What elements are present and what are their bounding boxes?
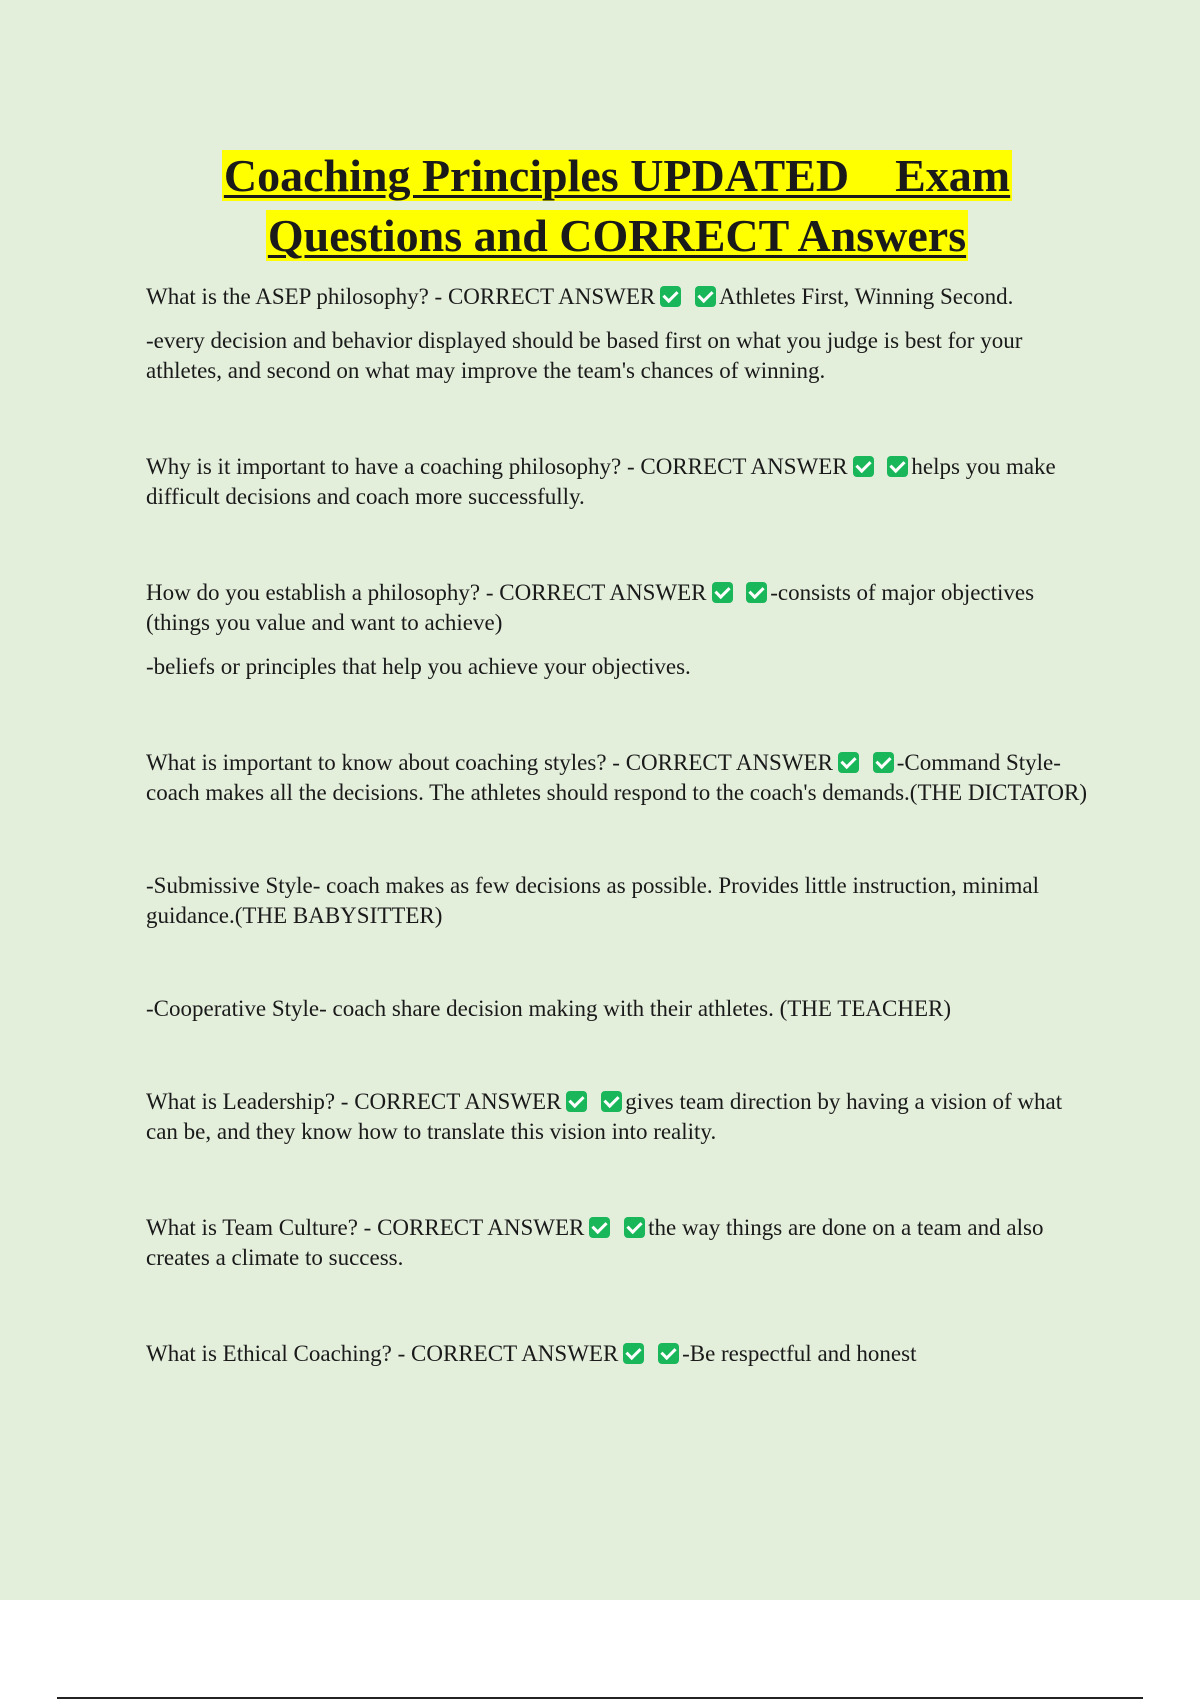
question-text: What is Ethical Coaching? - CORRECT ANSWER (146, 1341, 619, 1366)
answer-extra: -Cooperative Style- coach share decision making with their athletes. (THE TEACHER) (146, 996, 951, 1021)
qa-item (146, 748, 1094, 1024)
question-text: What is Team Culture? - CORRECT ANSWER (146, 1215, 585, 1240)
check-mark-icon (660, 286, 681, 307)
title-line-1: Coaching Principles UPDATED Exam (223, 150, 1011, 201)
check-mark-icon (853, 456, 874, 477)
qa-item (146, 1339, 1094, 1369)
check-mark-icon (712, 582, 733, 603)
check-mark-icon (658, 1343, 679, 1364)
qa-item (146, 578, 1094, 682)
qa-list (146, 282, 1094, 1369)
check-mark-icon (887, 456, 908, 477)
answer-text: -Command Style- coach makes all the decisions. The athletes should respond to the coach's demands.(THE DICTATOR) (146, 750, 1088, 805)
check-mark-icon (566, 1091, 587, 1112)
footer-divider (57, 1697, 1143, 1699)
answer-text: Athletes First, Winning Second. (718, 284, 1014, 309)
check-mark-icon (695, 286, 716, 307)
qa-item (146, 452, 1094, 512)
check-mark-icon (624, 1217, 645, 1238)
title-line-2: Questions and CORRECT Answers (267, 210, 967, 261)
answer-text: -Be respectful and honest (682, 1341, 917, 1366)
check-mark-icon (601, 1091, 622, 1112)
check-mark-icon (746, 582, 767, 603)
question-text: Why is it important to have a coaching philosophy? - CORRECT ANSWER (146, 454, 848, 479)
answer-text: helps you make difficult decisions and coach more successfully. (146, 454, 1056, 509)
question-text: What is the ASEP philosophy? - CORRECT ANSWER (146, 284, 656, 309)
answer-text: -consists of major objectives (things you value and want to achieve) (146, 580, 1035, 635)
check-mark-icon (589, 1217, 610, 1238)
question-text: What is important to know about coaching styles? - CORRECT ANSWER (146, 750, 833, 775)
check-mark-icon (838, 752, 859, 773)
check-mark-icon (873, 752, 894, 773)
qa-item (146, 282, 1094, 386)
answer-extra: -Submissive Style- coach makes as few decisions as possible. Provides little instruction, minimal guidance.(THE BABYSITTER) (146, 873, 1040, 928)
answer-text: gives team direction by having a vision of what can be, and they know how to translate this vision into reality. (146, 1089, 1063, 1144)
check-mark-icon (623, 1343, 644, 1364)
answer-extra: -beliefs or principles that help you achieve your objectives. (146, 654, 691, 679)
question-text: How do you establish a philosophy? - CORRECT ANSWER (146, 580, 707, 605)
answer-extra: -every decision and behavior displayed should be based first on what you judge is best for your athletes, and second on what may improve the team's chances of winning. (146, 328, 1023, 383)
qa-item (146, 1087, 1094, 1147)
qa-item (146, 1213, 1094, 1273)
question-text: What is Leadership? - CORRECT ANSWER (146, 1089, 562, 1114)
answer-text: the way things are done on a team and also creates a climate to success. (146, 1215, 1044, 1270)
document-title (130, 146, 1104, 266)
